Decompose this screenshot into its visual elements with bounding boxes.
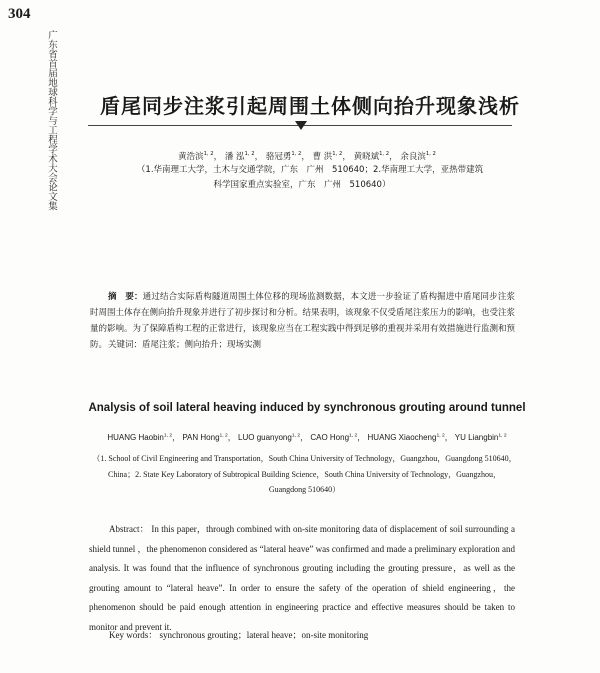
author: HUANG Haobin$^{1, 2}$ [107, 433, 173, 442]
page-number: 304 [8, 6, 31, 22]
english-abstract-text: In this paper，through combined with on-site monitoring data of displacement of soil surrounding a shield tunnel ，the phenomenon considered as “lateral heave” was confirmed and made a preliminary exploration and analysis. It was found that the influence of synchronous grouting including the grouting pressure，as well as the grouting amount to “lateral heave”. In order to ensure the safety of the operation of shield engineering，the phenomenon should be paid enough attention in engineering practice and effective measures should be taken to monitor and prevent it. [89, 524, 515, 632]
english-keywords-text: synchronous grouting；lateral heave；on-site monitoring [159, 630, 369, 640]
english-authors: HUANG Haobin$^{1, 2}$， PAN Hong$^{1, 2}$， LUO guanyong$^{1, 2}$， CAO Hong$^{1, 2}$， HUANG Xiaocheng$^{1, 2}$， YU Liangbin$^{1, 2}$ [107, 433, 507, 442]
chinese-abstract-text: 通过结合实际盾构隧道周围土体位移的现场监测数据，本文进一步验证了盾构掘进中盾尾同步注浆时周围土体存在侧向抬升现象并进行了初步探讨和分析。结果表明，该现象不仅受盾尾注浆压力的影响，也受注浆量的影响。为了保障盾构工程的正常进行，该现象应当在工程实践中得到足够的重视并采用有效措施进行监测和预防。 [90, 292, 516, 350]
author: 骆冠勇$^{1, 2}$ [265, 151, 302, 162]
english-keywords [109, 628, 368, 641]
author: 曹 洪$^{1, 2}$ [312, 151, 343, 162]
english-abstract-label: Abstract： [109, 524, 149, 534]
author: 黄晓斌$^{1, 2}$ [353, 151, 390, 162]
author: HUANG Xiaocheng$^{1, 2}$ [367, 433, 445, 442]
author: 黄浩滨$^{1, 2}$ [178, 151, 214, 162]
author: 潘 泓$^{1, 2}$ [224, 151, 255, 162]
conference-side-label: 广东省首届地球科学与工程学术大会论文集 [46, 30, 57, 211]
chinese-authors: 黄浩滨$^{1, 2}$， 潘 泓$^{1, 2}$， 骆冠勇$^{1, 2}$， 曹 洪$^{1, 2}$， 黄晓斌$^{1, 2}$， 余良滨$^{1, 2}$ [178, 151, 436, 162]
english-abstract [89, 520, 515, 637]
english-affiliation: （1. School of Civil Engineering and Transportation，South China University of Technology，Guangzhou，Guangdong 510640，China；2. State Key Laboratory of Subtropical Building Science，South China University of Technology，Guangzhou，Guangdong 510640） [92, 454, 517, 494]
chinese-keywords-label: 关键词： [108, 340, 143, 350]
author: LUO guanyong$^{1, 2}$ [238, 433, 301, 442]
chinese-abstract-label: 摘 要： [108, 292, 143, 302]
title-triangle-ornament [295, 121, 307, 130]
chinese-keywords [108, 338, 261, 350]
author: CAO Hong$^{1, 2}$ [310, 433, 358, 442]
author: PAN Hong$^{1, 2}$ [182, 433, 228, 442]
english-title: Analysis of soil lateral heaving induced by synchronous grouting around tunnel [88, 402, 526, 414]
chinese-affiliation-line-2: 科学国家重点实验室，广东 广州 510640） [213, 180, 391, 190]
chinese-title: 盾尾同步注浆引起周围土体侧向抬升现象浅析 [100, 94, 520, 118]
english-keywords-label: Key words： [109, 630, 158, 640]
author: 余良滨$^{1, 2}$ [400, 151, 436, 162]
chinese-keywords-text: 盾尾注浆；侧向抬升；现场实测 [142, 340, 262, 350]
chinese-affiliation-line-1: （1.华南理工大学，土木与交通学院，广东 广州 510640；2.华南理工大学，亚热带建筑 [136, 165, 484, 175]
author: YU Liangbin$^{1, 2}$ [454, 433, 507, 442]
